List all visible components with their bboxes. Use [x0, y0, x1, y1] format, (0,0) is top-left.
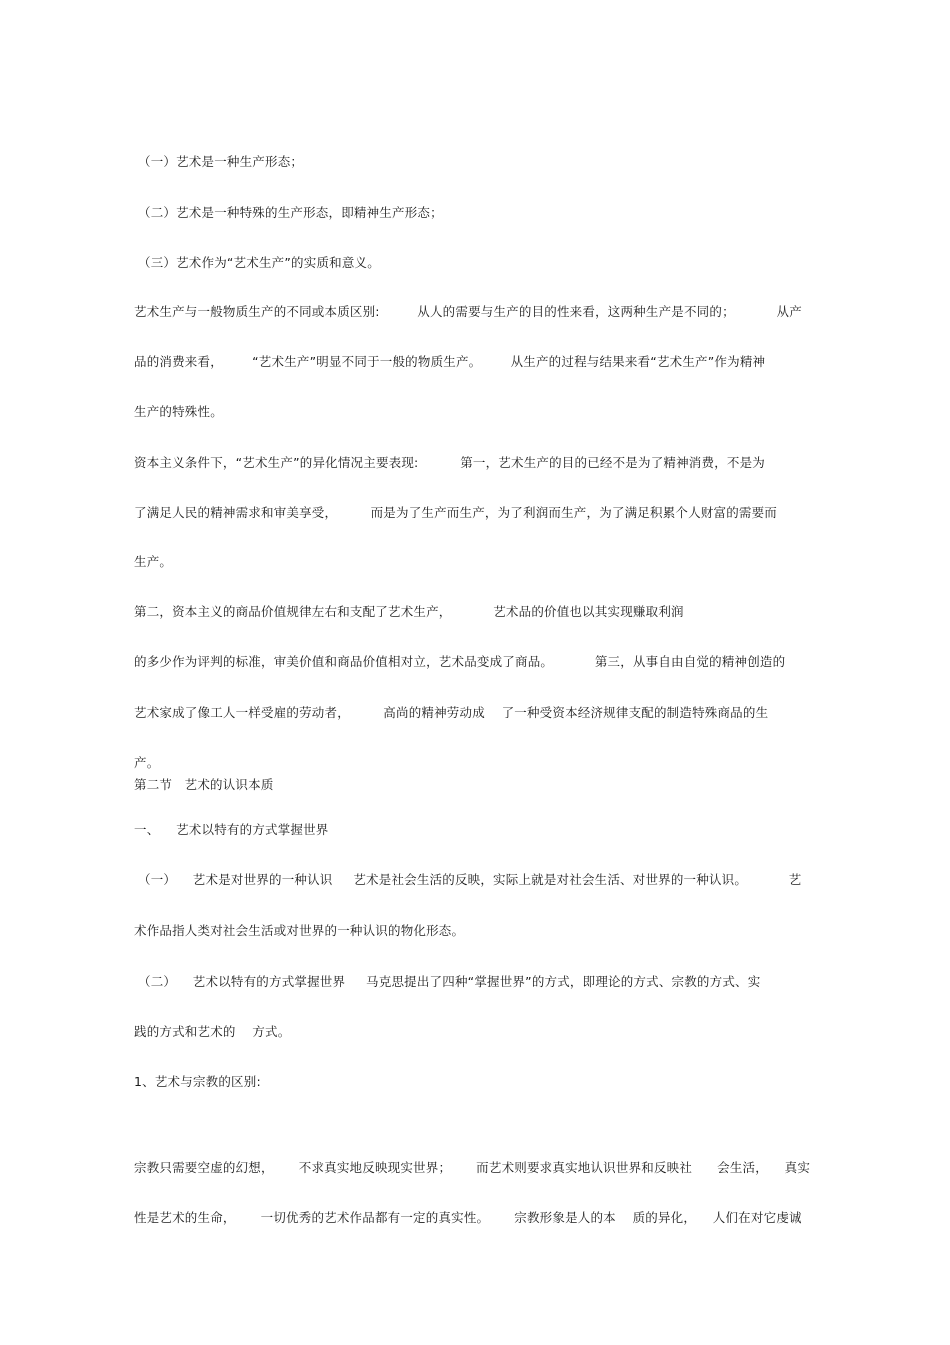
paragraph-line: 了满足人民的精神需求和审美享受， 而是为了生产而生产，为了利润而生产，为了满足积累个人财富的需要而: [134, 505, 777, 520]
paragraph-line: 艺术家成了像工人一样受雇的劳动者， 高尚的精神劳动成 了一种受资本经济规律支配的制造特殊商品的生: [134, 705, 769, 720]
paragraph-line: 宗教只需要空虚的幻想， 不求真实地反映现实世界； 而艺术则要求真实地认识世界和反映社 会生活， 真实: [134, 1160, 811, 1175]
paragraph-line: 的多少作为评判的标准，审美价值和商品价值相对立，艺术品变成了商品。 第三，从事自由自觉的精神创造的: [134, 654, 786, 669]
paragraph-line: 资本主义条件下，“艺术生产”的异化情况主要表现: 第一，艺术生产的目的已经不是为了精神消费，不是为: [134, 455, 765, 470]
paragraph-line: 第二，资本主义的商品价值规律左右和支配了艺术生产， 艺术品的价值也以其实现赚取利润: [134, 604, 684, 619]
paragraph-line: （二） 艺术以特有的方式掌握世界 马克思提出了四种“掌握世界”的方式，即理论的方式、宗教的方式、实: [138, 974, 761, 989]
paragraph-line: 生产的特殊性。: [134, 404, 223, 419]
paragraph-line: 术作品指人类对社会生活或对世界的一种认识的物化形态。: [134, 923, 465, 938]
paragraph-line: 产。: [134, 755, 160, 770]
paragraph-line: 艺术生产与一般物质生产的不同或本质区别: 从人的需要与生产的目的性来看，这两种生产是不同的； 从产: [134, 304, 802, 319]
paragraph-line: 生产。: [134, 554, 173, 569]
paragraph-line: 践的方式和艺术的 方式。: [134, 1024, 291, 1039]
section-heading: 第二节 艺术的认识本质: [134, 777, 274, 792]
list-item-art-production-form: （一）艺术是一种生产形态；: [138, 154, 304, 169]
paragraph-line: （一） 艺术是对世界的一种认识 艺术是社会生活的反映，实际上就是对社会生活、对世界的一种认识。 艺: [138, 872, 802, 887]
numbered-heading: 1、艺术与宗教的区别:: [134, 1074, 261, 1089]
list-item-spiritual-production: （二）艺术是一种特殊的生产形态，即精神生产形态；: [138, 205, 443, 220]
paragraph-line: 性是艺术的生命， 一切优秀的艺术作品都有一定的真实性。 宗教形象是人的本 质的异化， 人们在对它虔诚: [134, 1210, 802, 1225]
list-item-essence-meaning: （三）艺术作为“艺术生产”的实质和意义。: [138, 255, 380, 270]
subsection-heading: 一、 艺术以特有的方式掌握世界: [134, 822, 329, 837]
paragraph-line: 品的消费来看， “艺术生产”明显不同于一般的物质生产。 从生产的过程与结果来看“艺术生产”作为精神: [134, 354, 766, 369]
